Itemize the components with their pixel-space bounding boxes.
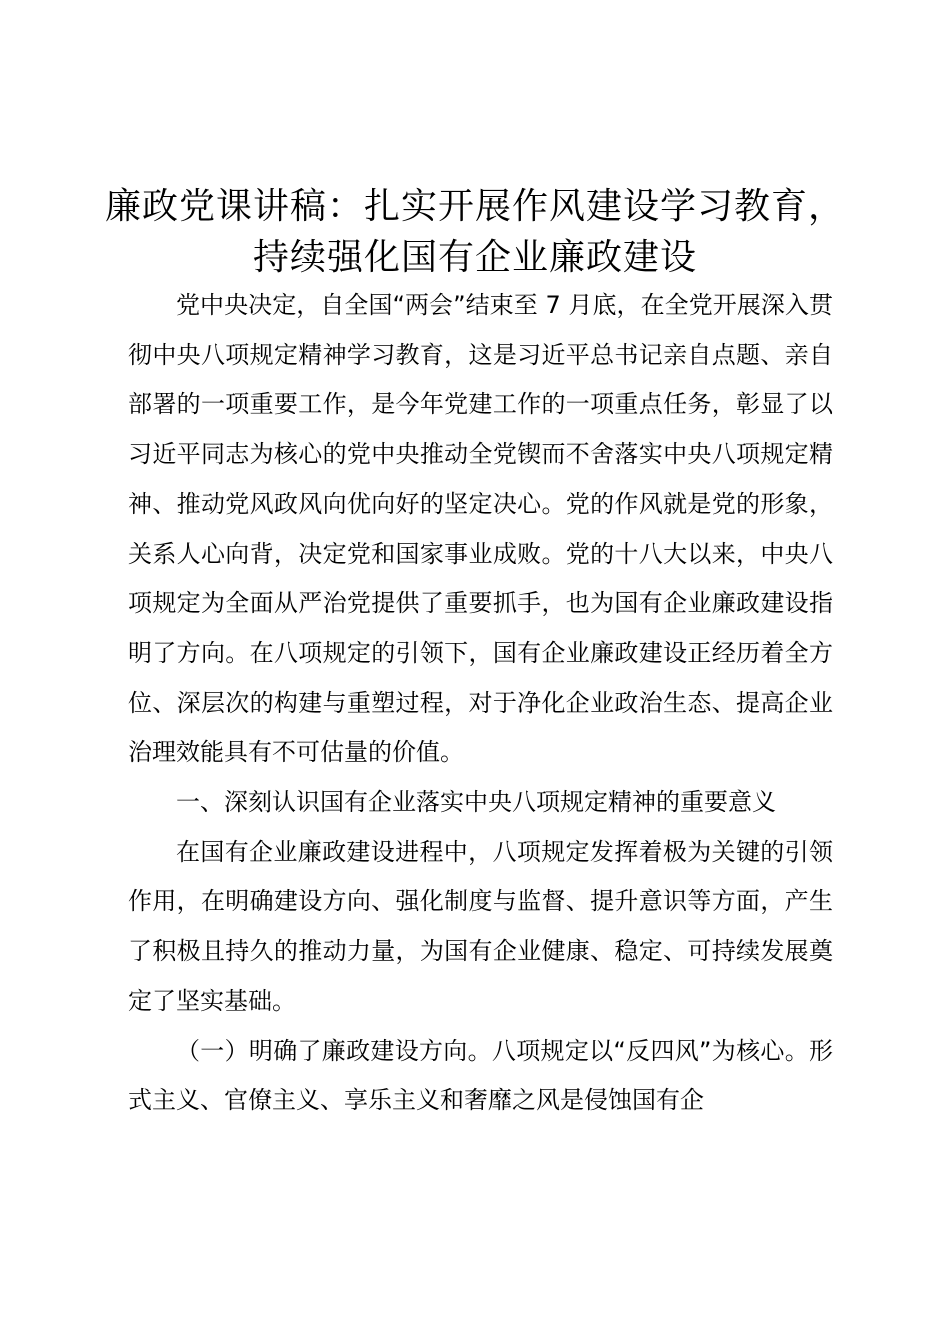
document-title-line-2: 持续强化国有企业廉政建设 — [252, 237, 697, 278]
intro-paragraph: 党中央决定，自全国“两会”结束至 7 月底，在全党开展深入贯彻中央八项规定精神学习教育，这是习近平总书记亲自点题、亲自部署的一项重要工作，是今年党建工作的一项重点任务，彰显了以习近平同志为核心的党中央推动全党锲而不舍落实中央八项规定精神、推动党风政风向优向好的坚定决心。党的作风就是党的形象，关系人心向背，决定党和国家事业成败。党的十八大以来，中央八项规定为全面从严治党提供了重要抓手，也为国有企业廉政建设指明了方向。在八项规定的引领下，国有企业廉政建设正经历着全方位、深层次的构建与重塑过程，对于净化企业政治生态、提高企业治理效能具有不可估量的价值。 — [128, 291, 833, 767]
section-heading-1: 一、深刻认识国有企业落实中央八项规定精神的重要意义 — [176, 788, 776, 817]
document-title-line-1: 廉政党课讲稿：扎实开展作风建设学习教育， — [104, 186, 845, 227]
subsection-1-paragraph: （一）明确了廉政建设方向。八项规定以“反四风”为核心。形式主义、官僚主义、享乐主义和奢靡之风是侵蚀国有企 — [128, 1036, 833, 1115]
section-1-paragraph: 在国有企业廉政建设进程中，八项规定发挥着极为关键的引领作用，在明确建设方向、强化制度与监督、提升意识等方面，产生了积极且持久的推动力量，为国有企业健康、稳定、可持续发展奠定了坚实基础。 — [128, 837, 833, 1015]
document-body — [128, 281, 833, 1126]
